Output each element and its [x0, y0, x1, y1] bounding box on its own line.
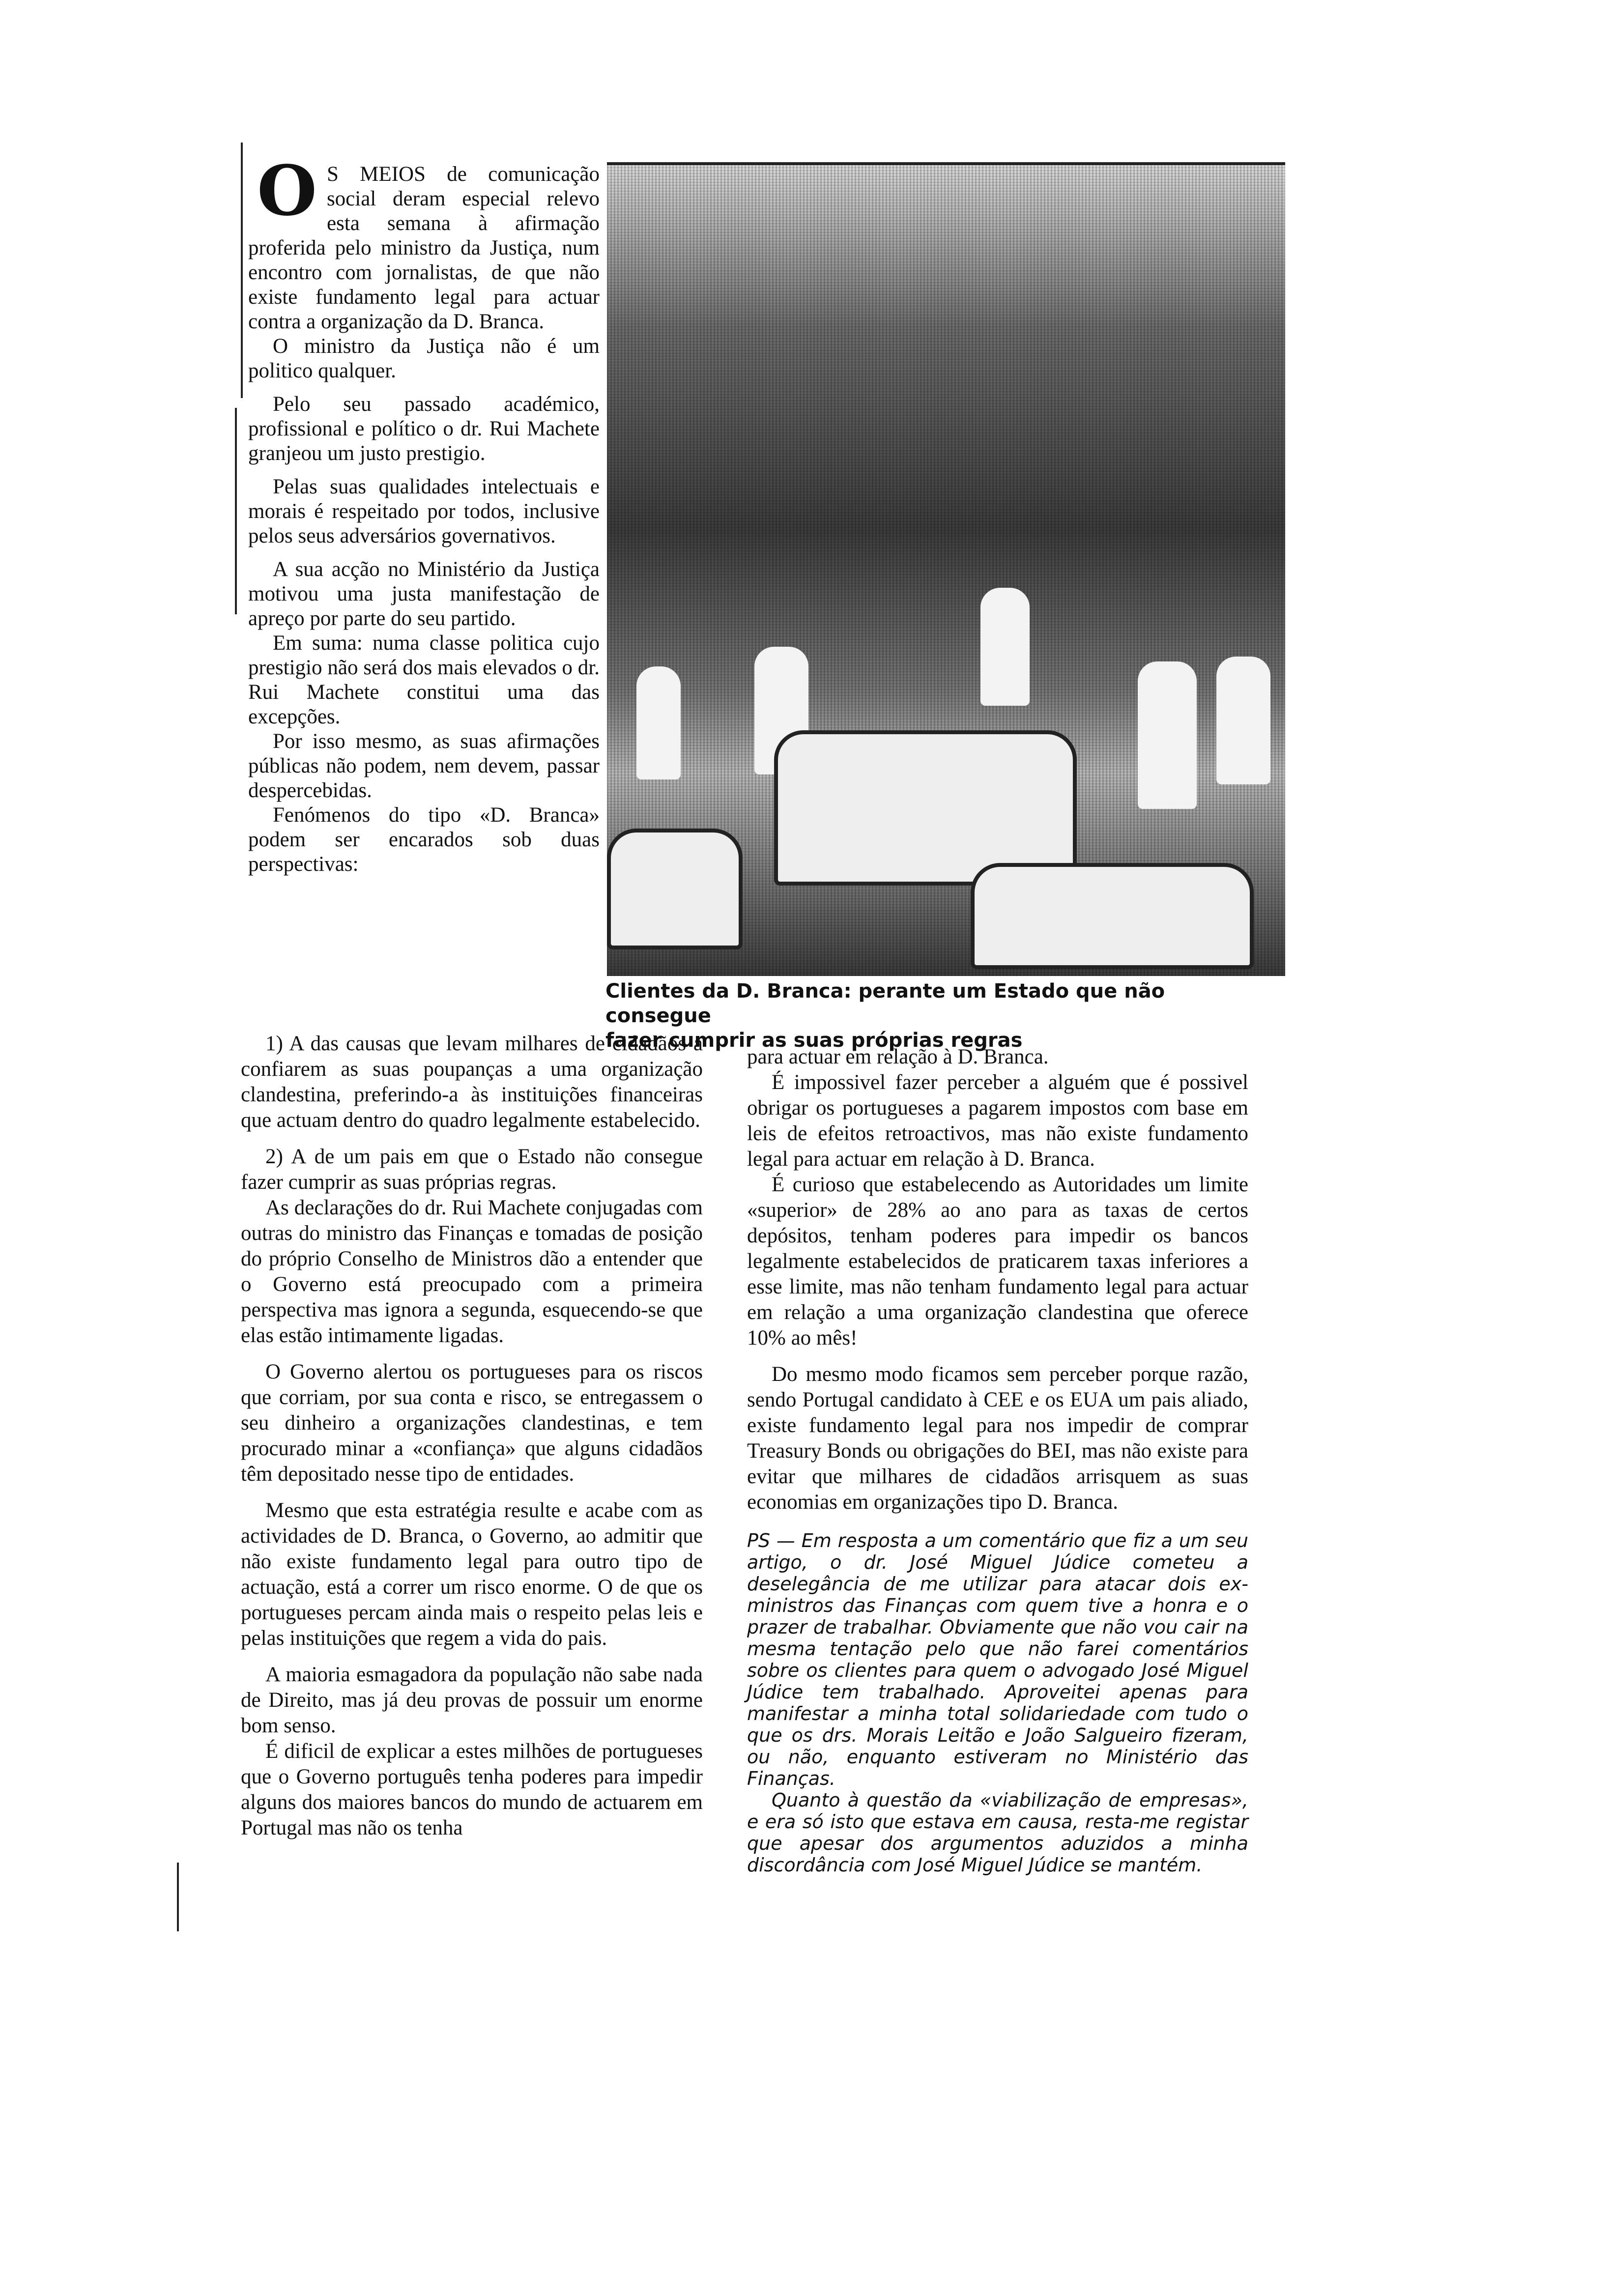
paragraph: 1) A das causas que levam milhares de cidadãos a confiarem as suas poupanças a uma organização clandestina, preferindo-a às instituições financeiras que actuam dentro do quadro legalmente estabelecido. — [241, 1032, 703, 1132]
margin-rule — [241, 143, 243, 398]
paragraph: A sua acção no Ministério da Justiça motivou uma justa manifestação de apreço por parte do seu partido. — [248, 558, 600, 630]
caption-line: fazer cumprir as suas próprias regras — [605, 1029, 1023, 1052]
news-photo — [607, 162, 1285, 976]
paragraph: A maioria esmagadora da população não sabe nada de Direito, mas já deu provas de possuir um enorme bom senso. — [241, 1663, 703, 1737]
ps-label: PS — — [747, 1530, 802, 1551]
paragraph: É impossivel fazer perceber a alguém que é possivel obrigar os portugueses a pagarem impostos com base em leis de efeitos retroactivos, mas não existe fundamento legal para actuar em relação à D. Branca. — [747, 1071, 1248, 1171]
ps-paragraph — [747, 1530, 1248, 1789]
photo-figure — [636, 666, 681, 779]
paragraph: para actuar em relação à D. Branca. — [747, 1045, 1049, 1068]
ps-text: Em resposta a um comentário que fiz a um seu artigo, o dr. José Miguel Júdice cometeu a deselegância de me utilizar para atacar dois ex-ministros das Finanças com quem tive a honra e o prazer de trabalhar. Obviamente que não vou cair na mesma tentação pelo que não farei comentários sobre os clientes para quem o advogado José Miguel Júdice tem trabalhado. Aproveitei apenas para manifestar a minha total solidariedade com tudo o que os drs. Morais Leitão e João Salgueiro fizeram, ou não, enquanto estiveram no Ministério das Finanças. — [747, 1530, 1248, 1789]
paragraph: É dificil de explicar a estes milhões de portugueses que o Governo português tenha poderes para impedir alguns dos maiores bancos do mundo de actuarem em Portugal mas não os tenha — [241, 1740, 703, 1839]
paragraph: Mesmo que esta estratégia resulte e acabe com as actividades de D. Branca, o Governo, ao admitir que não existe fundamento legal para outro tipo de actuação, está a correr um risco enorme. O de que os portugueses percam ainda mais o respeito pelas leis e pelas instituições que regem a vida do pais. — [241, 1499, 703, 1650]
paragraph: Fenómenos do tipo «D. Branca» podem ser encarados sob duas perspectivas: — [248, 804, 600, 876]
intro-paragraph: S MEIOS de comunicação social deram especial relevo esta semana à afirmação proferida pelo ministro da Justiça, num encontro com jornalistas, de que não existe fundamento legal para actuar contra a organização da D. Branca. — [248, 163, 600, 333]
left-column — [241, 1031, 703, 1841]
photo-car — [774, 730, 1077, 886]
postscript — [747, 1530, 1248, 1876]
paragraph: Pelas suas qualidades intelectuais e morais é respeitado por todos, inclusive pelos seus adversários governativos. — [248, 475, 600, 547]
ps-paragraph: Quanto à questão da «viabilização de empresas», e era só isto que estava em causa, resta-me registar que apesar dos argumentos aduzidos a minha discordância com José Miguel Júdice se mantém. — [747, 1789, 1248, 1876]
photo-figure — [1216, 657, 1270, 784]
photo-car — [607, 829, 743, 949]
caption-line: Clientes da D. Branca: perante um Estado que não consegue — [605, 980, 1165, 1027]
paragraph: Pelo seu passado académico, profissional e político o dr. Rui Machete granjeou um justo prestigio. — [248, 393, 600, 465]
paragraph: O ministro da Justiça não é um politico qualquer. — [248, 335, 600, 382]
paragraph: Do mesmo modo ficamos sem perceber porque razão, sendo Portugal candidato à CEE e os EUA um pais aliado, existe fundamento legal para nos impedir de comprar Treasury Bonds ou obrigações do BEI, mas não existe para evitar que milhares de cidadãos arrisquem as suas economias em organizações tipo D. Branca. — [747, 1363, 1248, 1514]
paragraph: 2) A de um pais em que o Estado não consegue fazer cumprir as suas próprias regras. — [241, 1145, 703, 1194]
paragraph: O Governo alertou os portugueses para os riscos que corriam, por sua conta e risco, se entregassem o seu dinheiro a organizações clandestinas, e tem procurado minar a «confiança» que alguns cidadãos têm depositado nesse tipo de entidades. — [241, 1360, 703, 1486]
drop-cap: O — [257, 151, 317, 231]
intro-column — [248, 151, 600, 877]
photo-car — [971, 863, 1254, 969]
margin-rule — [235, 408, 237, 614]
photo-figure — [980, 588, 1030, 706]
paragraph: As declarações do dr. Rui Machete conjugadas com outras do ministro das Finanças e tomadas de posição do próprio Conselho de Ministros dão a entender que o Governo está preocupado com a primeira perspectiva mas ignora a segunda, esquecendo-se que elas estão intimamente ligadas. — [241, 1196, 703, 1347]
photo-figure — [1138, 661, 1197, 809]
photo-caption — [605, 979, 1254, 1053]
paragraph: É curioso que estabelecendo as Autoridades um limite «superior» de 28% ao ano para as taxas de certos depósitos, tenham poderes para impedir os bancos legalmente estabelecidos de praticarem taxas inferiores a esse limite, mas não tenham fundamento legal para actuar em relação a uma organização clandestina que oferece 10% ao mês! — [747, 1173, 1248, 1349]
right-column — [747, 1044, 1248, 1876]
paragraph: Em suma: numa classe politica cujo prestigio não será dos mais elevados o dr. Rui Machete constitui uma das excepções. — [248, 631, 600, 728]
margin-rule — [177, 1863, 179, 1931]
paragraph: Por isso mesmo, as suas afirmações públicas não podem, nem devem, passar despercebidas. — [248, 730, 600, 802]
